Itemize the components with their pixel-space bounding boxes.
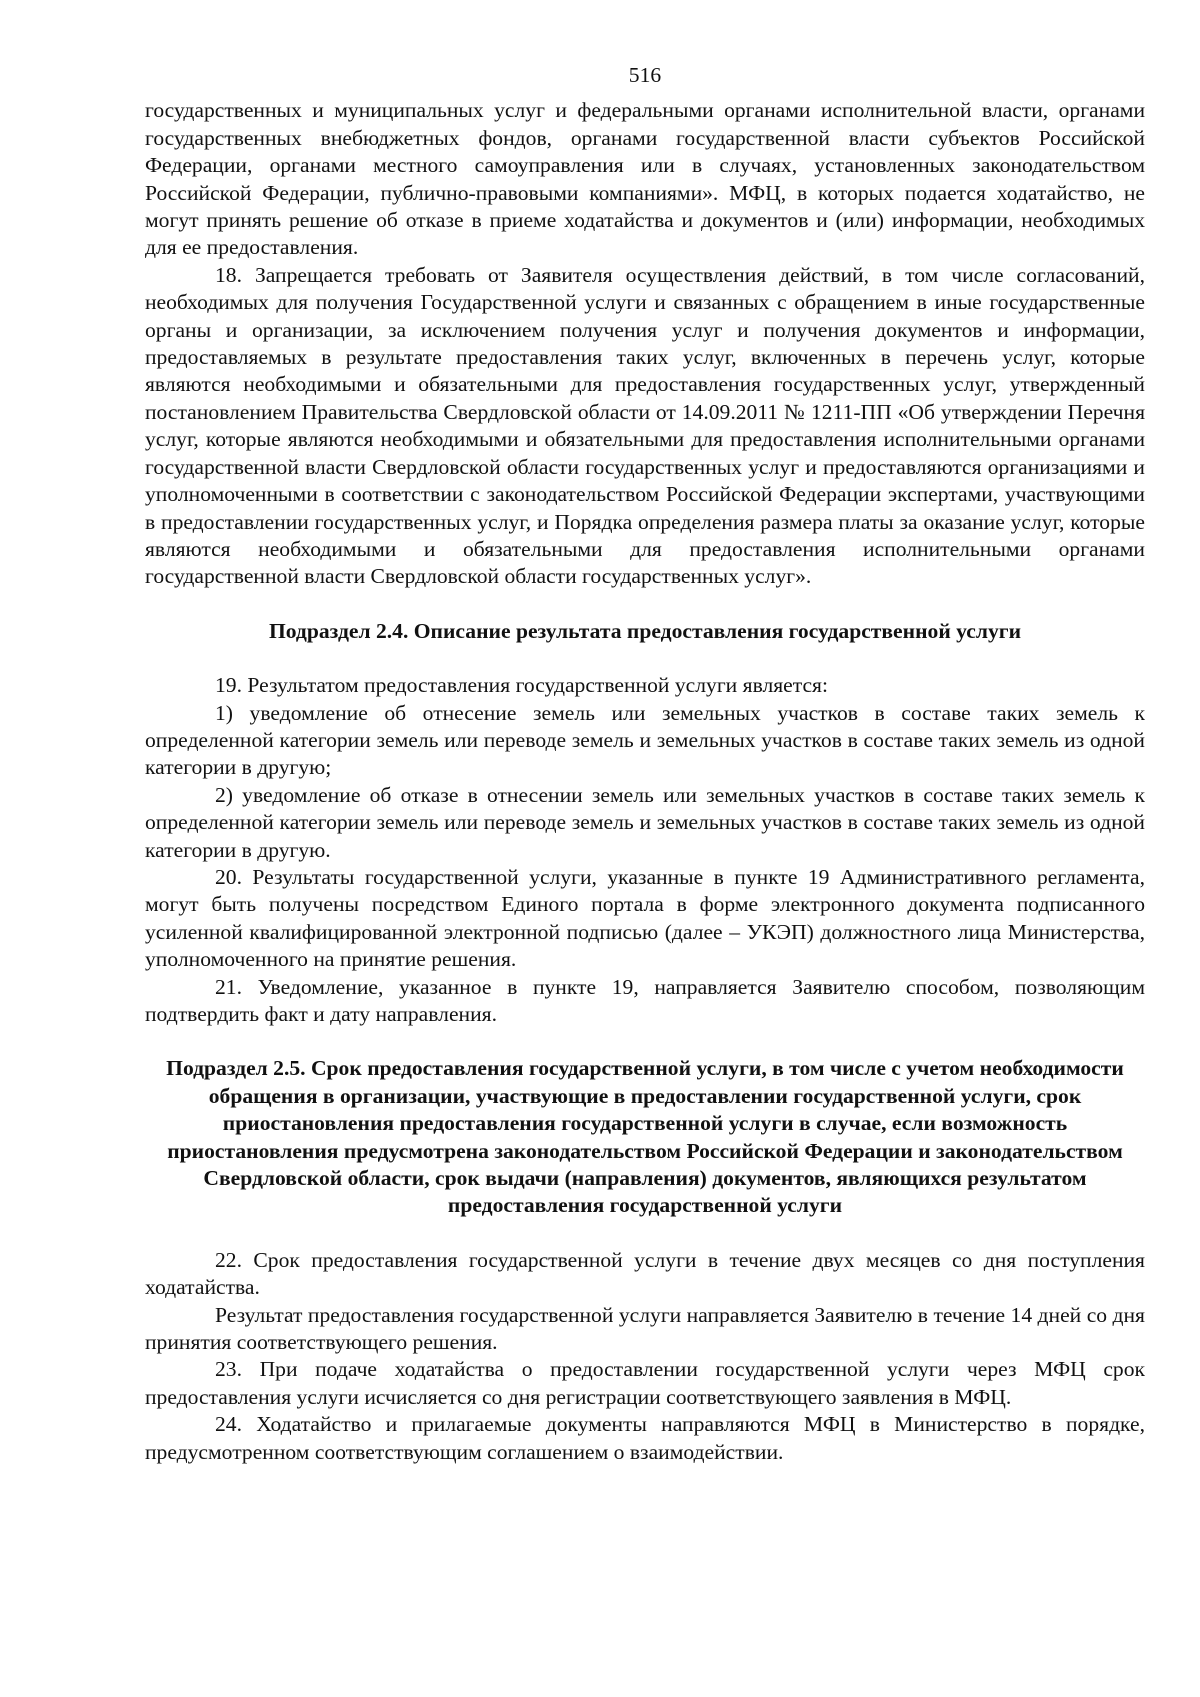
document-page (145, 62, 1145, 1466)
paragraph-continuation: государственных и муниципальных услуг и федеральными органами исполнительной власти, органами государственных внебюджетных фондов, органами государственной власти субъектов Российской Федерации, органами местного самоуправления или в случаях, установленных законодательством Российской Федерации, публично-правовыми компаниями». МФЦ, в которых подается ходатайство, не могут принять решение об отказе в приеме ходатайства и документов и (или) информации, необходимых для ее предоставления. (145, 98, 1145, 260)
paragraph-22-result: Результат предоставления государственной услуги направляется Заявителю в течение 14 дней со дня принятия соответствующего решения. (145, 1302, 1145, 1355)
paragraph-18: 18. Запрещается требовать от Заявителя осуществления действий, в том числе согласований, необходимых для получения Государственной услуги и связанных с обращением в иные государственные органы и организации, за исключением получения услуг и получения документов и информации, предоставляемых в результате предоставления таких услуг, включенных в перечень услуг, которые являются необходимыми и обязательными для предоставления государственных услуг, утвержденный постановлением Правительства Свердловской области от 14.09.2011 № 1211-ПП «Об утверждении Перечня услуг, которые являются необходимыми и обязательными для предоставления исполнительными органами государственной власти Свердловской области государственных услуг и предоставляются организациями и уполномоченными в соответствии с законодательством Российской Федерации экспертами, участвующими в предоставлении государственных услуг, и Порядка определения размера платы за оказание услуг, которые являются необходимыми и обязательными для предоставления исполнительными органами государственной власти Свердловской области государственных услуг». (145, 262, 1145, 589)
paragraph-20: 20. Результаты государственной услуги, указанные в пункте 19 Административного регламента, могут быть получены посредством Единого портала в форме электронного документа подписанного усиленной квалифицированной электронной подписью (далее – УКЭП) должностного лица Министерства, уполномоченного на принятие решения. (145, 864, 1145, 972)
paragraph-19: 19. Результатом предоставления государственной услуги является: (215, 673, 828, 698)
paragraph-21: 21. Уведомление, указанное в пункте 19, направляется Заявителю способом, позволяющим подтвердить факт и дату направления. (145, 974, 1145, 1026)
paragraph-24: 24. Ходатайство и прилагаемые документы направляются МФЦ в Министерство в порядке, предусмотренном соответствующим соглашением о взаимодействии. (145, 1412, 1145, 1464)
subsection-heading-2-5: Подраздел 2.5. Срок предоставления государственной услуги, в том числе с учетом необходимости обращения в организации, участвующие в предоставлении государственной услуги, срок приостановления предоставления государственной услуги в случае, если возможность приостановления предусмотрена законодательством Российской Федерации и законодательством Свердловской области, срок выдачи (направления) документов, являющихся результатом предоставления государственной услуги (166, 1056, 1124, 1218)
paragraph-19-item-1: 1) уведомление об отнесение земель или земельных участков в составе таких земель к определенной категории земель или переводе земель и земельных участков в составе таких земель из одной категории в другую; (145, 700, 1145, 780)
paragraph-22: 22. Срок предоставления государственной услуги в течение двух месяцев со дня поступления ходатайства. (145, 1247, 1145, 1300)
page-number: 516 (628, 63, 662, 87)
paragraph-23: 23. При подаче ходатайства о предоставлении государственной услуги через МФЦ срок предоставления услуги исчисляется со дня регистрации соответствующего заявления в МФЦ. (145, 1357, 1145, 1409)
paragraph-19-item-2: 2) уведомление об отказе в отнесении земель или земельных участков в составе таких земель к определенной категории земель или переводе земель и земельных участков в составе таких земель из одной категории в другую. (145, 782, 1145, 862)
subsection-heading-2-4: Подраздел 2.4. Описание результата предоставления государственной услуги (268, 618, 1022, 643)
